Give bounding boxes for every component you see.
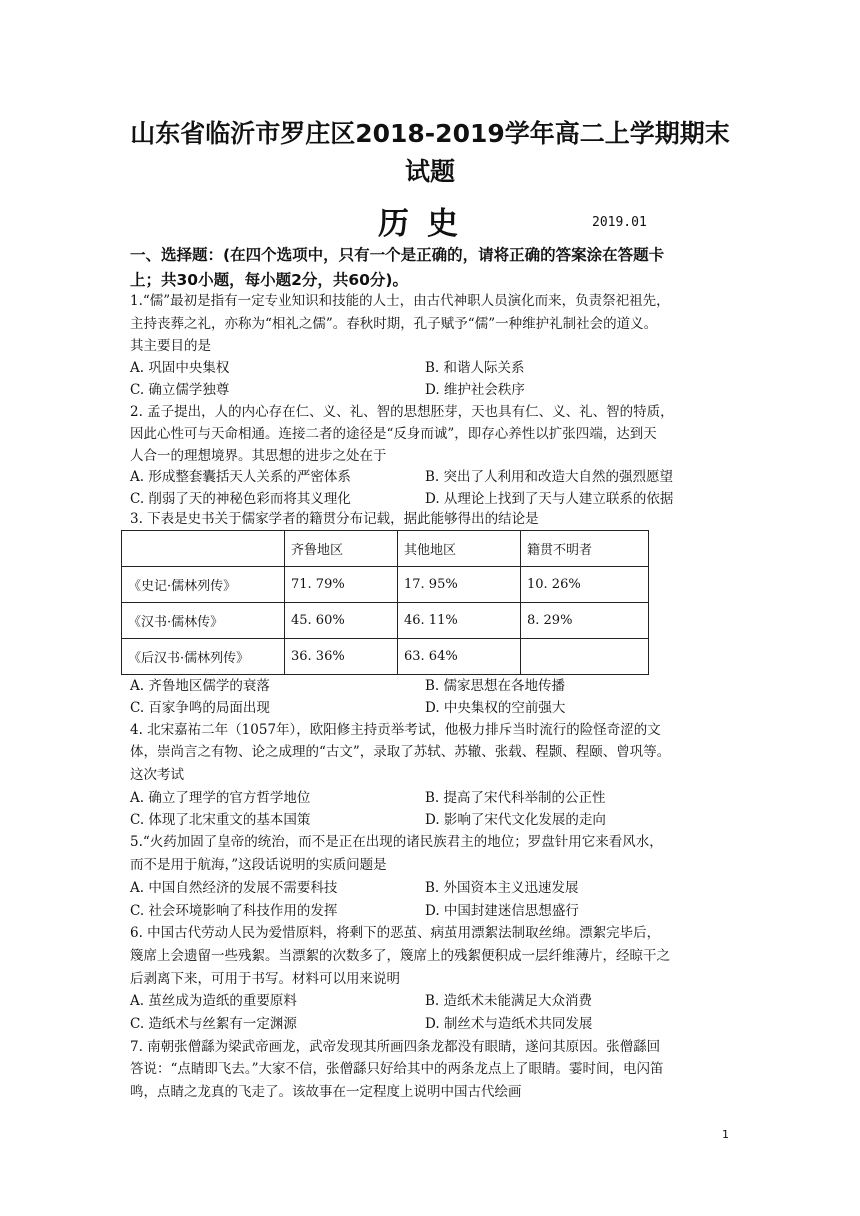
- table-cell: [521, 639, 649, 675]
- table-cell: 45. 60%: [285, 603, 398, 639]
- q3-option-b[interactable]: B. 儒家思想在各地传播: [425, 678, 566, 694]
- table-cell: 36. 36%: [285, 639, 398, 675]
- q5-stem-line1: 5.“火药加固了皇帝的统治，而不是正在出现的诸民族君主的地位；罗盘针用它来看风水，: [130, 834, 663, 850]
- q2-option-d[interactable]: D. 从理论上找到了天与人建立联系的依据: [425, 491, 674, 507]
- q2-stem-line2: 因此心性可与天命相通。连接二者的途径是“反身而诚”，即存心养性以扩张四端，达到天: [130, 426, 657, 442]
- table-row: [122, 603, 649, 639]
- q4-stem-line2: 体，崇尚言之有物、论之成理的“古文”，录取了苏轼、苏辙、张载、程颢、程颐、曾巩等。: [130, 744, 671, 760]
- subject-heading: 历史: [378, 206, 476, 242]
- q1-option-c[interactable]: C. 确立儒学独尊: [130, 382, 230, 398]
- table-header-cell: 其他地区: [398, 531, 521, 567]
- table-header-row: [122, 531, 649, 567]
- table-row: [122, 639, 649, 675]
- q7-stem-line3: 鸣，点睛之龙真的飞走了。该故事在一定程度上说明中国古代绘画: [130, 1084, 522, 1100]
- q6-option-b[interactable]: B. 造纸术未能满足大众消费: [425, 993, 593, 1009]
- q3-option-d[interactable]: D. 中央集权的空前强大: [425, 700, 566, 716]
- q6-stem-line2: 篾席上会遗留一些残絮。当漂絮的次数多了，篾席上的残絮便积成一层纤维薄片，经晾干之: [130, 948, 670, 964]
- page-number: 1: [722, 1128, 729, 1141]
- table-cell: 63. 64%: [398, 639, 521, 675]
- exam-title-line2: 试题: [404, 157, 455, 186]
- q7-stem-line1: 7. 南朝张僧繇为梁武帝画龙，武帝发现其所画四条龙都没有眼睛，遂问其原因。张僧繇回: [130, 1039, 661, 1055]
- table-header-cell: 齐鲁地区: [285, 531, 398, 567]
- q2-option-a[interactable]: A. 形成整套囊括天人关系的严密体系: [130, 469, 351, 485]
- q4-option-d[interactable]: D. 影响了宋代文化发展的走向: [425, 812, 606, 828]
- table-cell: 10. 26%: [521, 567, 649, 603]
- q1-stem-line2: 主持丧葬之礼，亦称为“相礼之儒”。春秋时期，孔子赋予“儒”一种维护礼制社会的道义。: [130, 316, 658, 332]
- q6-option-a[interactable]: A. 茧丝成为造纸的重要原料: [130, 993, 297, 1009]
- q2-option-b[interactable]: B. 突出了人利用和改造大自然的强烈愿望: [425, 469, 674, 485]
- q4-option-a[interactable]: A. 确立了理学的官方哲学地位: [130, 790, 311, 806]
- q6-stem-line1: 6. 中国古代劳动人民为爱惜原料，将剩下的恶茧、病茧用漂絮法制取丝绵。漂絮完毕后，: [130, 925, 661, 941]
- q6-option-d[interactable]: D. 制丝术与造纸术共同发展: [425, 1016, 593, 1032]
- q4-option-c[interactable]: C. 体现了北宋重文的基本国策: [130, 812, 311, 828]
- table-cell: 《汉书·儒林传》: [122, 603, 285, 639]
- q4-option-b[interactable]: B. 提高了宋代科举制的公正性: [425, 790, 606, 806]
- exam-title-line1: 山东省临沂市罗庄区2018-2019学年高二上学期期末: [130, 119, 730, 148]
- exam-date: 2019.01: [592, 215, 647, 230]
- table-header-cell: [122, 531, 285, 567]
- q3-table: [121, 530, 649, 675]
- q3-option-a[interactable]: A. 齐鲁地区儒学的衰落: [130, 678, 270, 694]
- table-row: [122, 567, 649, 603]
- q1-option-a[interactable]: A. 巩固中央集权: [130, 360, 230, 376]
- q1-option-b[interactable]: B. 和谐人际关系: [425, 360, 525, 376]
- q4-stem-line3: 这次考试: [130, 767, 184, 783]
- table-cell: 《后汉书·儒林列传》: [122, 639, 285, 675]
- q3-option-c[interactable]: C. 百家争鸣的局面出现: [130, 700, 270, 716]
- q1-stem-line1: 1.“儒”最初是指有一定专业知识和技能的人士，由古代神职人员演化而来，负责祭祀祖先，: [130, 293, 670, 309]
- table-cell: 71. 79%: [285, 567, 398, 603]
- table-header-cell: 籍贯不明者: [521, 531, 649, 567]
- q5-option-c[interactable]: C. 社会环境影响了科技作用的发挥: [130, 903, 338, 919]
- q6-stem-line3: 后剥离下来，可用于书写。材料可以用来说明: [130, 971, 400, 987]
- q2-option-c[interactable]: C. 削弱了天的神秘色彩而将其义理化: [130, 491, 351, 507]
- table-cell: 46. 11%: [398, 603, 521, 639]
- q6-option-c[interactable]: C. 造纸术与丝絮有一定渊源: [130, 1016, 297, 1032]
- section-instruction-line1: 一、选择题：(在四个选项中，只有一个是正确的，请将正确的答案涂在答题卡: [130, 246, 665, 264]
- q1-stem-line3: 其主要目的是: [130, 338, 211, 354]
- q4-stem-line1: 4. 北宋嘉祐二年（1057年），欧阳修主持贡举考试，他极力排斥当时流行的险怪奇涩的文: [130, 722, 661, 738]
- table-cell: 8. 29%: [521, 603, 649, 639]
- section-instruction-line2: 上；共30小题，每小题2分，共60分)。: [130, 271, 409, 289]
- q1-option-d[interactable]: D. 维护社会秩序: [425, 382, 525, 398]
- q5-option-d[interactable]: D. 中国封建迷信思想盛行: [425, 903, 579, 919]
- q2-stem-line1: 2. 孟子提出，人的内心存在仁、义、礼、智的思想胚芽，天也具有仁、义、礼、智的特质，: [130, 404, 674, 420]
- q7-stem-line2: 答说：“点睛即飞去。”大家不信，张僧繇只好给其中的两条龙点上了眼睛。霎时间，电闪笛: [130, 1061, 664, 1077]
- q2-stem-line3: 人合一的理想境界。其思想的进步之处在于: [130, 448, 387, 464]
- q5-stem-line2: 而不是用于航海，”这段话说明的实质问题是: [130, 857, 387, 873]
- table-cell: 《史记·儒林列传》: [122, 567, 285, 603]
- table-cell: 17. 95%: [398, 567, 521, 603]
- q5-option-a[interactable]: A. 中国自然经济的发展不需要科技: [130, 880, 338, 896]
- q5-option-b[interactable]: B. 外国资本主义迅速发展: [425, 880, 579, 896]
- q3-stem-line1: 3. 下表是史书关于儒家学者的籍贯分布记载，据此能够得出的结论是: [130, 511, 539, 527]
